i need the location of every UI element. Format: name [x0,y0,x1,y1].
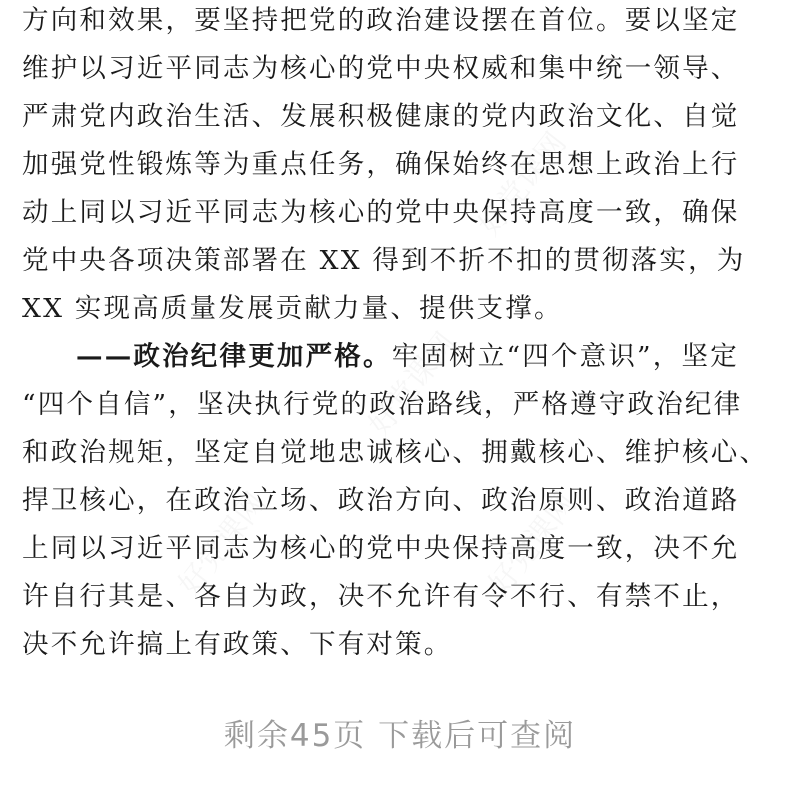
download-hint[interactable]: 剩余45页 下载后可查阅 [223,718,577,754]
text-line: 维护以习近平同志为核心的党中央权威和集中统一领导、 [22,53,740,84]
watermark: 好党课网 [482,486,584,603]
text-line: 党中央各项决策部署在 XX 得到不折不扣的贯彻落实，为 [22,245,746,276]
watermark: 好党课网 [472,126,574,243]
text-line: 捍卫核心，在政治立场、政治方向、政治原则、政治道路 [22,485,740,516]
text-line: “四个自信”，坚决执行党的政治路线，严格遵守政治纪律 [22,389,743,420]
text-line: XX 实现高质量发展贡献力量、提供支撑。 [22,293,563,324]
text-line: 和政治规矩，坚定自觉地忠诚核心、拥戴核心、维护核心、 [22,437,769,468]
watermark: 好党课网 [172,486,274,603]
watermark: 好党课网 [362,326,464,443]
text-line: 严肃党内政治生活、发展积极健康的党内政治文化、自觉 [22,101,740,132]
text-line: 上同以习近平同志为核心的党中央保持高度一致，决不允 [22,533,740,564]
text-line: 方向和效果，要坚持把党的政治建设摆在首位。要以坚定 [22,5,740,36]
text-line: 决不允许搞上有政策、下有对策。 [22,629,453,660]
text-line: 许自行其是、各自为政，决不允许有令不行、有禁不止， [22,581,740,612]
document-body [22,0,782,669]
paragraph-first-line [22,333,782,381]
text-span: 牢固树立“四个意识”，坚定 [391,341,739,372]
section-heading: ——政治纪律更加严格。 [76,341,392,372]
text-line: 加强党性锻炼等为重点任务，确保始终在思想上政治上行 [22,149,740,180]
text-line: 动上同以习近平同志为核心的党中央保持高度一致，确保 [22,197,740,228]
